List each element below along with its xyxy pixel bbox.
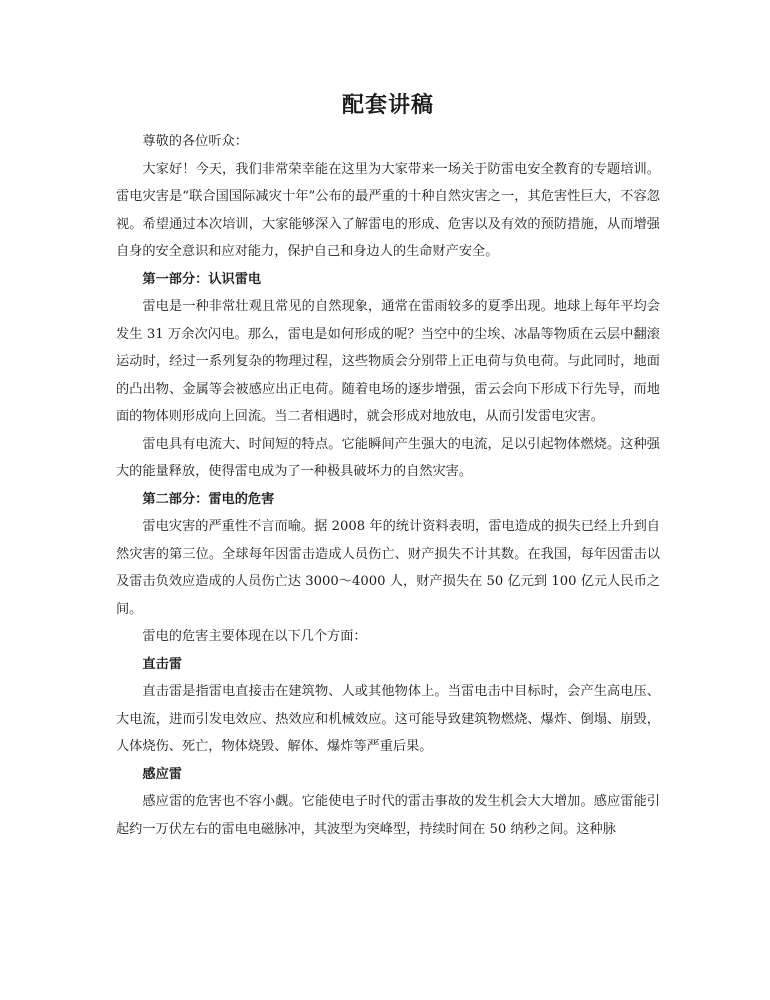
direct-lightning-paragraph: 直击雷是指雷电直接击在建筑物、人或其他物体上。当雷电击中目标时，会产生高电压、大电流，进而引发电效应、热效应和机械效应。这可能导致建筑物燃烧、爆炸、倒塌、崩毁，人体烧伤、死亡，物体烧毁、解体、爆炸等严重后果。 <box>116 684 660 754</box>
subheading-induced-lightning: 感应雷 <box>142 766 182 782</box>
induced-lightning-paragraph: 感应雷的危害也不容小觑。它能使电子时代的雷击事故的发生机会大大增加。感应雷能引起约一万伏左右的雷电电磁脉冲，其波型为突峰型，持续时间在 50 纳秒之间。这种脉 <box>116 794 660 837</box>
part1-paragraph-1: 雷电是一种非常壮观且常见的自然现象，通常在雷雨较多的夏季出现。地球上每年平均会发生 31 万余次闪电。那么，雷电是如何形成的呢？当空中的尘埃、冰晶等物质在云层中翻滚运动时，经过一系列复杂的物理过程，这些物质会分别带上正电荷与负电荷。与此同时，地面的凸出物、金属等会被感应出正电荷。随着电场的逐步增强，雷云会向下形成下行先导，而地面的物体则形成向上回流。当二者相遇时，就会形成对地放电，从而引发雷电灾害。 <box>116 299 660 424</box>
document-body <box>116 90 660 843</box>
part2-paragraph-2: 雷电的危害主要体现在以下几个方面： <box>142 629 367 644</box>
section-heading-part1: 第一部分：认识雷电 <box>142 271 262 287</box>
section-heading-part2: 第二部分：雷电的危害 <box>142 491 275 507</box>
part1-paragraph-2: 雷电具有电流大、时间短的特点。它能瞬间产生强大的电流，足以引起物体燃烧。这种强大的能量释放，使得雷电成为了一种极具破坏力的自然灾害。 <box>116 436 660 479</box>
page-title: 配套讲稿 <box>341 92 434 118</box>
greeting: 尊敬的各位听众： <box>142 134 248 149</box>
subheading-direct-lightning: 直击雷 <box>142 656 182 672</box>
intro-paragraph: 大家好！今天，我们非常荣幸能在这里为大家带来一场关于防雷电安全教育的专题培训。雷电灾害是“联合国国际减灾十年”公布的最严重的十种自然灾害之一，其危害性巨大，不容忽视。希望通过本次培训，大家能够深入了解雷电的形成、危害以及有效的预防措施，从而增强自身的安全意识和应对能力，保护自己和身边人的生命财产安全。 <box>116 161 660 259</box>
part2-paragraph-1: 雷电灾害的严重性不言而喻。据 2008 年的统计资料表明，雷电造成的损失已经上升到自然灾害的第三位。全球每年因雷击造成人员伤亡、财产损失不计其数。在我国，每年因雷击以及雷击负效应造成的人员伤亡达 3000～4000 人，财产损失在 50 亿元到 100 亿元人民币之间。 <box>116 519 660 617</box>
